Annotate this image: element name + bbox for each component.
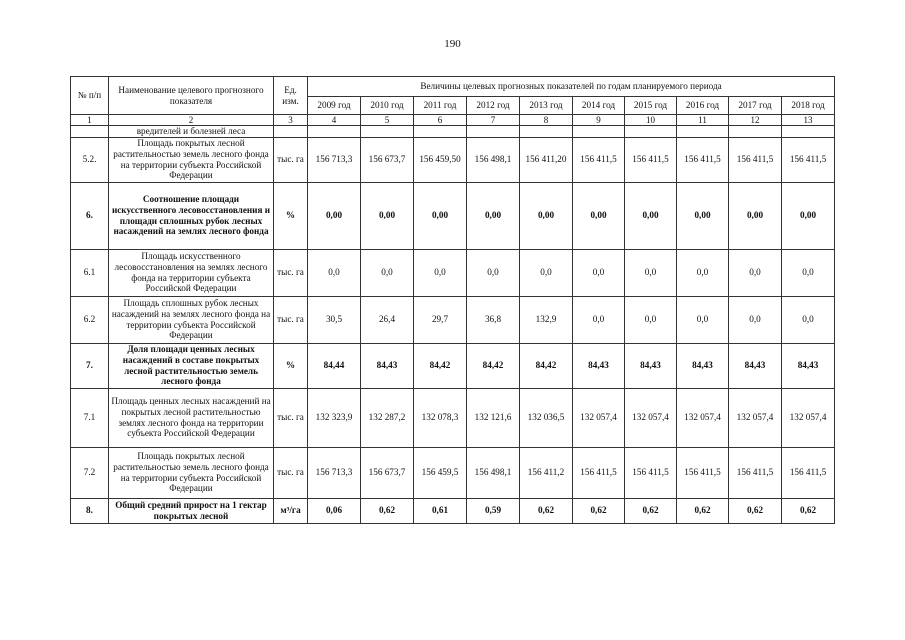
row-value: 0,0 [677, 249, 729, 296]
row-value: 132,9 [520, 296, 573, 343]
header-year: 2014 год [573, 97, 625, 115]
row-name: Доля площади ценных лесных насаждений в составе покрытых лесной растительностью земель лесного фонда [109, 343, 274, 388]
row-value: 84,44 [308, 343, 361, 388]
row-unit: тыс. га [274, 137, 308, 182]
row-value: 0,0 [729, 296, 782, 343]
row-value: 156 411,5 [625, 447, 677, 498]
row-value: 156 498,1 [467, 447, 520, 498]
column-index-row [71, 115, 835, 126]
row-value: 0,00 [625, 182, 677, 249]
row-value: 0,0 [625, 249, 677, 296]
row-number: 6.2 [71, 296, 109, 343]
column-index: 7 [467, 115, 520, 126]
header-col-name: Наименование целевого прогнозного показателя [109, 77, 274, 115]
row-value: 156 411,5 [729, 447, 782, 498]
row-value: 30,5 [308, 296, 361, 343]
row-value: 132 036,5 [520, 388, 573, 447]
row-number: 7.2 [71, 447, 109, 498]
table-row [71, 296, 835, 343]
row-value: 0,0 [467, 249, 520, 296]
row-value: 0,59 [467, 498, 520, 523]
row-value: 0,0 [782, 249, 835, 296]
row-value: 156 713,3 [308, 137, 361, 182]
row-value: 0,00 [467, 182, 520, 249]
column-index: 6 [414, 115, 467, 126]
row-value: 132 057,4 [729, 388, 782, 447]
header-year: 2012 год [467, 97, 520, 115]
row-value: 0,62 [782, 498, 835, 523]
row-value: 156 411,2 [520, 447, 573, 498]
row-value: 156 411,5 [677, 447, 729, 498]
row-value: 0,00 [729, 182, 782, 249]
column-index: 8 [520, 115, 573, 126]
row-value: 84,43 [573, 343, 625, 388]
row-value: 132 287,2 [361, 388, 414, 447]
row-value: 84,42 [414, 343, 467, 388]
row-value: 0,62 [729, 498, 782, 523]
row-value: 156 411,5 [729, 137, 782, 182]
table-row [71, 388, 835, 447]
column-index: 10 [625, 115, 677, 126]
row-value: 0,00 [520, 182, 573, 249]
row-name: Площадь ценных лесных насаждений на покрытых лесной растительностью землях лесного фонда на территории субъекта Российской Федерации [109, 388, 274, 447]
row-value: 0,0 [361, 249, 414, 296]
column-index: 1 [71, 115, 109, 126]
row-value: 0,61 [414, 498, 467, 523]
row-unit: % [274, 343, 308, 388]
header-year: 2013 год [520, 97, 573, 115]
row-name: Площадь покрытых лесной растительностью земель лесного фонда на территории субъекта Российской Федерации [109, 447, 274, 498]
row-value: 156 411,5 [677, 137, 729, 182]
column-index: 11 [677, 115, 729, 126]
table-row [71, 447, 835, 498]
continuation-row [71, 126, 835, 138]
row-value: 29,7 [414, 296, 467, 343]
cell-empty [71, 126, 109, 138]
row-value: 0,62 [361, 498, 414, 523]
row-value: 0,62 [520, 498, 573, 523]
row-value: 0,00 [782, 182, 835, 249]
row-value: 0,00 [361, 182, 414, 249]
row-value: 0,62 [573, 498, 625, 523]
header-col-unit: Ед. изм. [274, 77, 308, 115]
row-value: 132 057,4 [625, 388, 677, 447]
row-unit: м³/га [274, 498, 308, 523]
header-row-1 [71, 77, 835, 97]
row-value: 0,00 [573, 182, 625, 249]
row-name: Площадь искусственного лесовосстановления на землях лесного фонда на территории субъекта Российской Федерации [109, 249, 274, 296]
column-index: 3 [274, 115, 308, 126]
row-value: 0,0 [625, 296, 677, 343]
column-index: 13 [782, 115, 835, 126]
header-year: 2011 год [414, 97, 467, 115]
row-name: Площадь сплошных рубок лесных насаждений на землях лесного фонда на территории субъекта Российской Федерации [109, 296, 274, 343]
row-value: 0,0 [573, 296, 625, 343]
row-number: 5.2. [71, 137, 109, 182]
row-value: 84,43 [625, 343, 677, 388]
row-value: 156 411,5 [573, 137, 625, 182]
row-value: 84,42 [520, 343, 573, 388]
row-value: 84,42 [467, 343, 520, 388]
continuation-text: вредителей и болезней леса [109, 126, 274, 138]
row-value: 84,43 [361, 343, 414, 388]
row-unit: тыс. га [274, 447, 308, 498]
cell-empty [274, 126, 308, 138]
row-value: 0,06 [308, 498, 361, 523]
row-value: 156 673,7 [361, 137, 414, 182]
header-year: 2010 год [361, 97, 414, 115]
header-year: 2017 год [729, 97, 782, 115]
row-value: 156 411,5 [782, 447, 835, 498]
row-value: 84,43 [677, 343, 729, 388]
header-year: 2016 год [677, 97, 729, 115]
row-value: 0,00 [677, 182, 729, 249]
row-value: 0,0 [308, 249, 361, 296]
row-unit: тыс. га [274, 296, 308, 343]
row-value: 132 323,9 [308, 388, 361, 447]
table-row [71, 182, 835, 249]
row-value: 0,0 [573, 249, 625, 296]
row-value: 132 057,4 [573, 388, 625, 447]
row-number: 6.1 [71, 249, 109, 296]
column-index: 9 [573, 115, 625, 126]
row-name: Соотношение площади искусственного лесовосстановления и площади сплошных рубок лесных насаждений на землях лесного фонда [109, 182, 274, 249]
page-number: 190 [444, 38, 461, 50]
row-value: 0,00 [414, 182, 467, 249]
table-row [71, 137, 835, 182]
table-row [71, 249, 835, 296]
row-value: 132 078,3 [414, 388, 467, 447]
row-value: 156 673,7 [361, 447, 414, 498]
row-number: 8. [71, 498, 109, 523]
row-value: 84,43 [729, 343, 782, 388]
row-value: 156 713,3 [308, 447, 361, 498]
column-index: 12 [729, 115, 782, 126]
row-value: 156 411,5 [573, 447, 625, 498]
row-value: 26,4 [361, 296, 414, 343]
row-value: 0,00 [308, 182, 361, 249]
row-value: 0,62 [625, 498, 677, 523]
row-value: 156 459,5 [414, 447, 467, 498]
row-value: 0,0 [414, 249, 467, 296]
row-value: 84,43 [782, 343, 835, 388]
row-name: Площадь покрытых лесной растительностью земель лесного фонда на территории субъекта Российской Федерации [109, 137, 274, 182]
column-index: 4 [308, 115, 361, 126]
column-index: 5 [361, 115, 414, 126]
row-value: 0,0 [677, 296, 729, 343]
indicators-table [70, 76, 835, 524]
row-value: 132 057,4 [677, 388, 729, 447]
header-year: 2015 год [625, 97, 677, 115]
table-row [71, 498, 835, 523]
row-name: Общий средний прирост на 1 гектар покрытых лесной [109, 498, 274, 523]
row-value: 0,62 [677, 498, 729, 523]
row-value: 0,0 [520, 249, 573, 296]
row-value: 156 411,20 [520, 137, 573, 182]
row-unit: тыс. га [274, 249, 308, 296]
row-value: 156 459,50 [414, 137, 467, 182]
row-value: 156 411,5 [782, 137, 835, 182]
row-value: 36,8 [467, 296, 520, 343]
table-row [71, 343, 835, 388]
row-value: 132 057,4 [782, 388, 835, 447]
header-group-title: Величины целевых прогнозных показателей по годам планируемого периода [308, 77, 835, 97]
row-value: 132 121,6 [467, 388, 520, 447]
row-value: 0,0 [729, 249, 782, 296]
row-unit: тыс. га [274, 388, 308, 447]
column-index: 2 [109, 115, 274, 126]
header-year: 2009 год [308, 97, 361, 115]
row-value: 156 411,5 [625, 137, 677, 182]
row-number: 7. [71, 343, 109, 388]
row-number: 6. [71, 182, 109, 249]
row-value: 0,0 [782, 296, 835, 343]
row-number: 7.1 [71, 388, 109, 447]
row-value: 156 498,1 [467, 137, 520, 182]
row-unit: % [274, 182, 308, 249]
header-col-no: № п/п [71, 77, 109, 115]
header-year: 2018 год [782, 97, 835, 115]
